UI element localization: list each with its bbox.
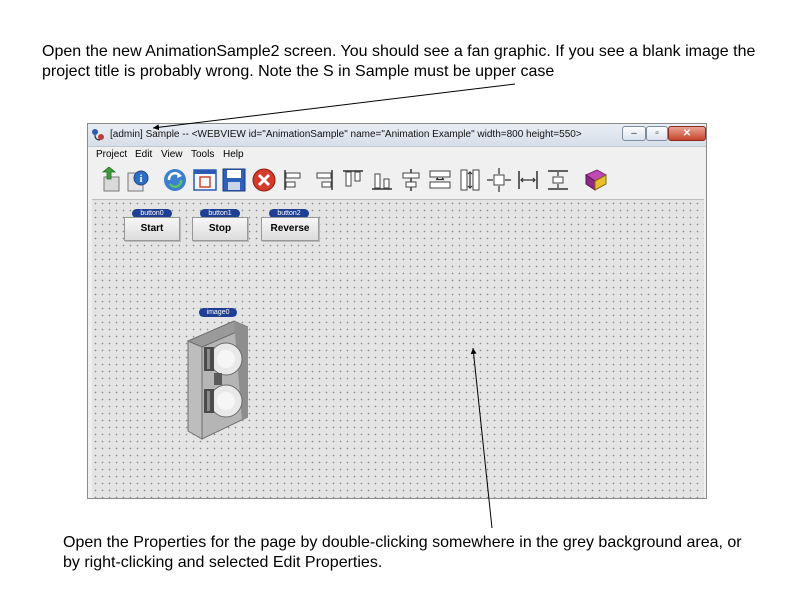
instruction-text-bottom: Open the Properties for the page by double-clicking somewhere in the grey background area, or by right-clicking and selected Edit Properties. bbox=[63, 534, 742, 571]
minimize-button[interactable]: – bbox=[622, 126, 646, 141]
image0-tag: image0 bbox=[199, 308, 237, 317]
arrow-to-canvas bbox=[473, 348, 492, 528]
reverse-button[interactable]: Reverse bbox=[261, 217, 319, 241]
button0-tag: button0 bbox=[132, 209, 172, 218]
button1-tag: button1 bbox=[200, 209, 240, 218]
start-button[interactable]: Start bbox=[124, 217, 180, 241]
window-title: [admin] Sample -- <WEBVIEW id="AnimationSample" name="Animation Example" width=800 height=550> bbox=[110, 129, 582, 140]
arrow-to-title bbox=[153, 84, 515, 128]
stop-button[interactable]: Stop bbox=[192, 217, 248, 241]
menu-help[interactable]: Help bbox=[223, 149, 244, 160]
menu-project[interactable]: Project bbox=[96, 149, 128, 160]
button2-tag: button2 bbox=[269, 209, 309, 218]
svg-text:i: i bbox=[139, 174, 143, 185]
menu-tools[interactable]: Tools bbox=[191, 149, 215, 160]
maximize-button[interactable]: ▫ bbox=[646, 126, 668, 141]
close-button[interactable]: ✕ bbox=[668, 126, 706, 141]
menu-edit[interactable]: Edit bbox=[135, 149, 153, 160]
menu-view[interactable]: View bbox=[161, 149, 183, 160]
instruction-text-top: Open the new AnimationSample2 screen. You should see a fan graphic. If you see a blank image the project title is probably wrong. Note the S in Sample must be upper case bbox=[42, 43, 756, 80]
